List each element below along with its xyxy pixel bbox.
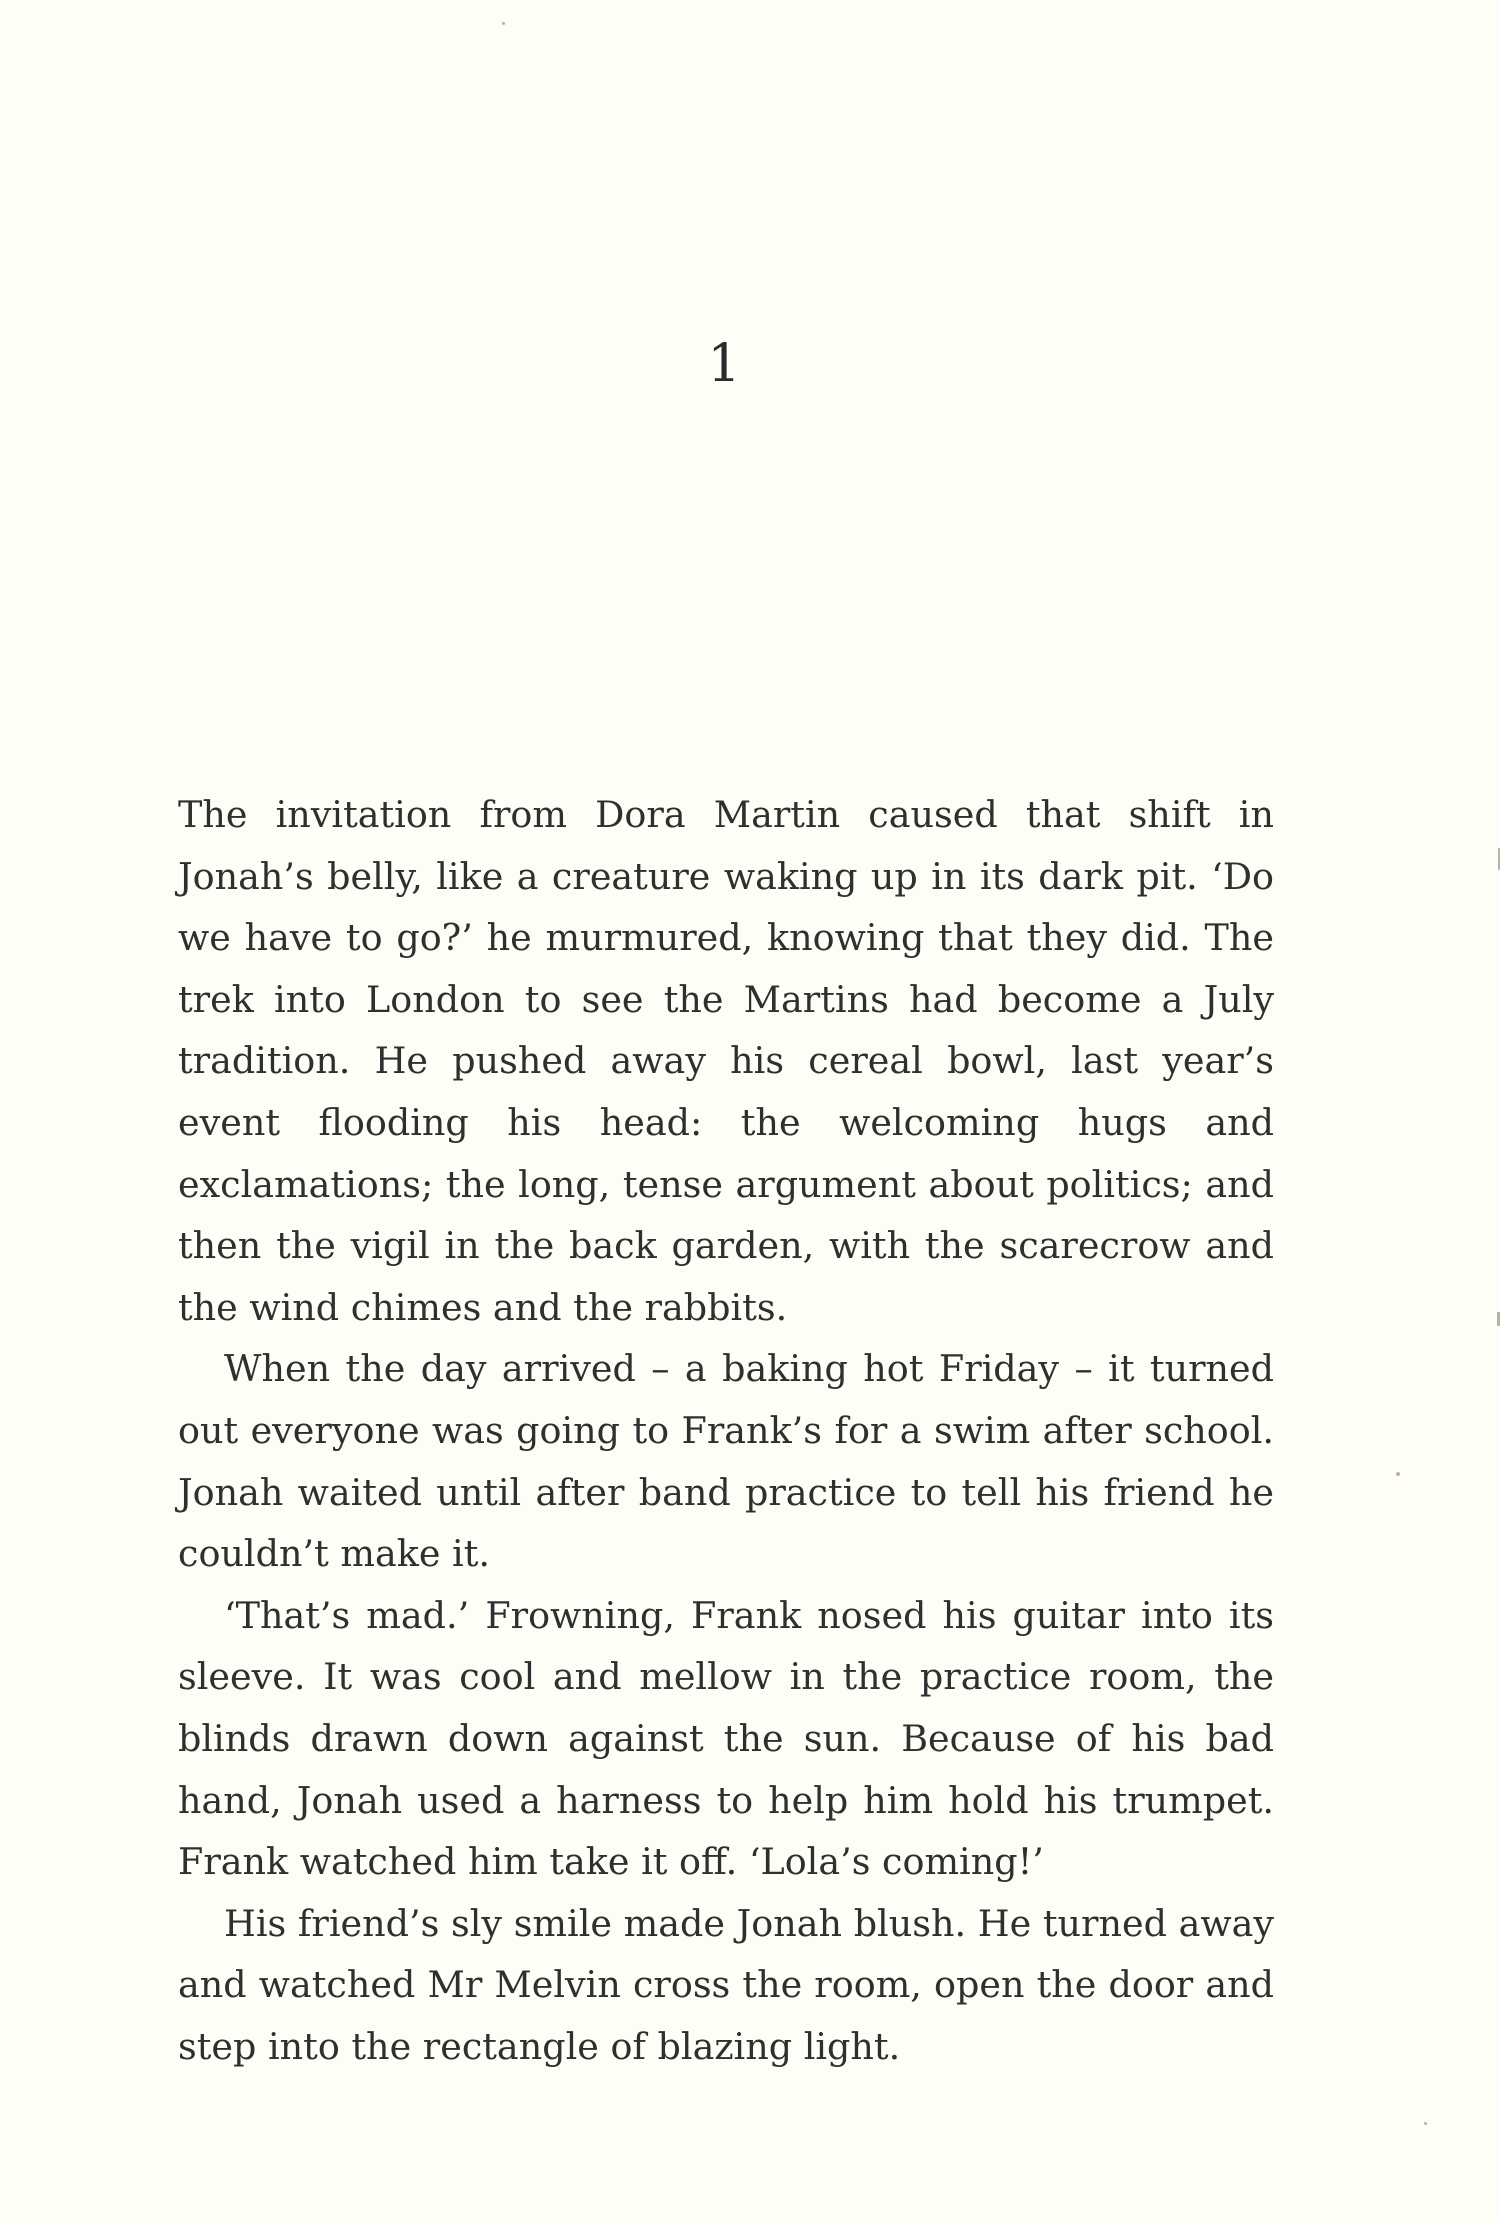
- paragraph-4: His friend’s sly smile made Jonah blush. He turned away and watched Mr Melvin cross the room, open the door and step into the rectangle of blazing light.: [178, 1901, 1274, 2068]
- paragraph-1: The invitation from Dora Martin caused that shift in Jonah’s belly, like a creature waking up in its dark pit. ‘Do we have to go?’ he murmured, knowing that they did. The trek into London to see the Martins had become a July tradition. He pushed away his cereal bowl, last year’s event flooding his head: the welcoming hugs and exclamations; the long, tense argument about politics; and then the vigil in the back garden, with the scarecrow and the wind chimes and the rabbits.: [178, 793, 1274, 1329]
- paper-speck: [502, 22, 505, 25]
- paper-speck: [1396, 1472, 1400, 1476]
- paper-speck: [1424, 2122, 1427, 2125]
- chapter-body: [178, 784, 1274, 2077]
- paragraph-2: When the day arrived – a baking hot Friday – it turned out everyone was going to Frank’s for a swim after school. Jonah waited until after band practice to tell his friend he couldn’t make it.: [178, 1347, 1274, 1576]
- chapter-number: 1: [707, 334, 741, 394]
- paragraph-3: ‘That’s mad.’ Frowning, Frank nosed his guitar into its sleeve. It was cool and mellow in the practice room, the blinds drawn down against the sun. Because of his bad hand, Jonah used a harness to help him hold his trumpet. Frank watched him take it off. ‘Lola’s coming!’: [178, 1593, 1274, 1884]
